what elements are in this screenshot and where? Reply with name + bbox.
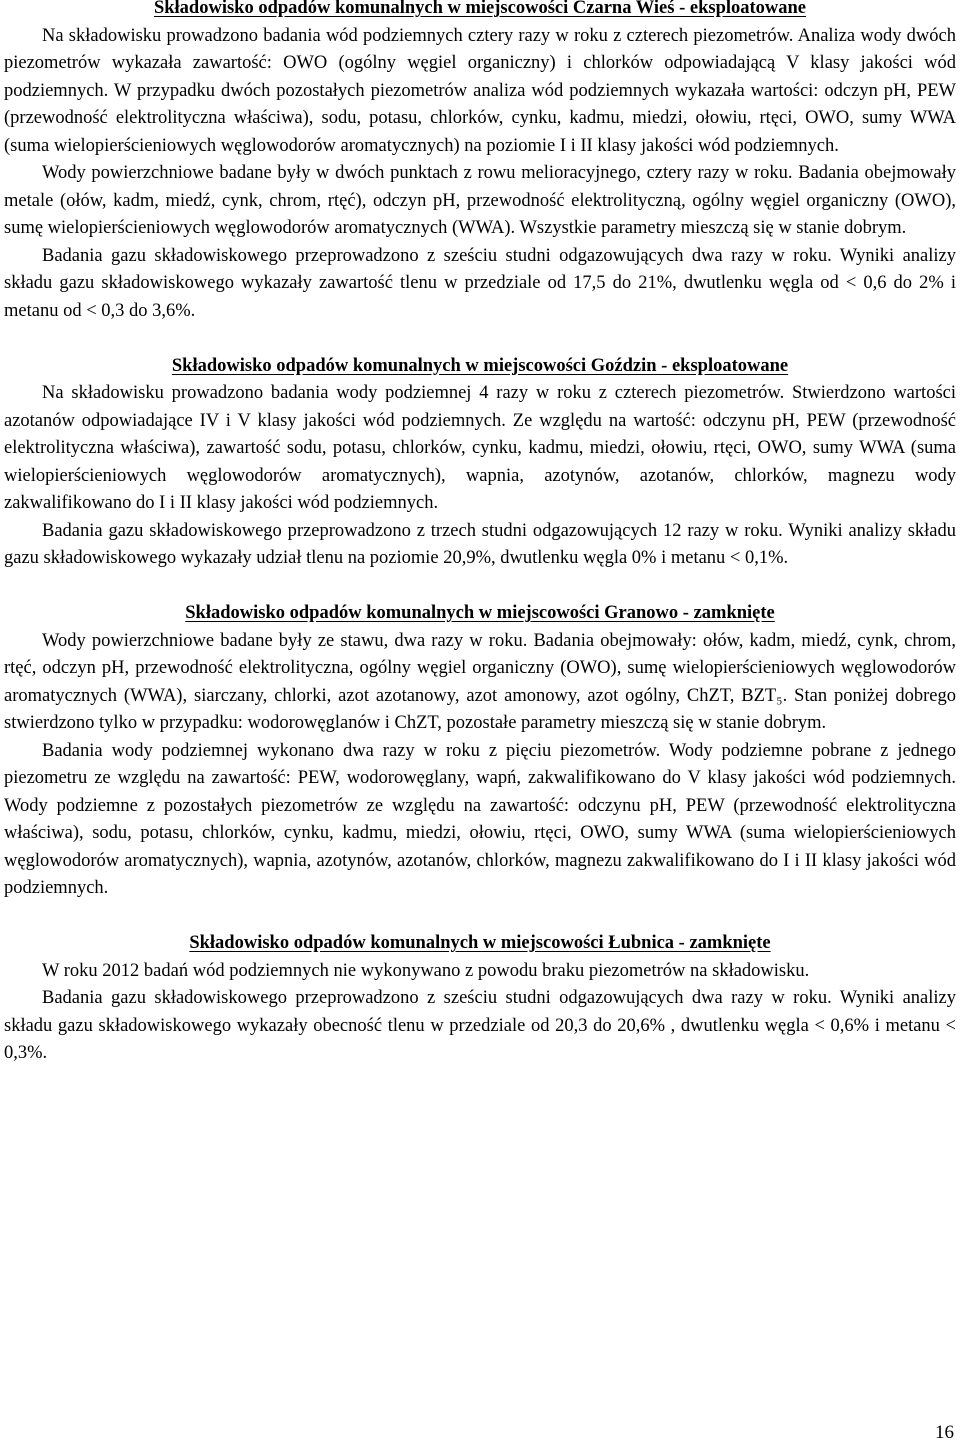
paragraph: Na składowisku prowadzono badania wód podziemnych cztery razy w roku z czterech piezometrów. Analiza wody dwóch piezometrów wykazała zawartość: OWO (ogólny węgiel organiczny) i chlorków odpowiadającą V klasy jakości wód podziemnych. W przypadku dwóch pozostałych piezometrów analiza wód podziemnych wykazała wartości: odczyn pH, PEW (przewodność elektrolityczna właściwa), sodu, potasu, chlorków, cynku, kadmu, miedzi, ołowiu, rtęci, OWO, sumy WWA (suma wielopierścieniowych węglowodorów aromatycznych) na poziomie I i II klasy jakości wód podziemnych.: [4, 25, 956, 156]
section-gap: [4, 325, 956, 353]
section-gap: [4, 903, 956, 931]
section-heading: Składowisko odpadów komunalnych w miejscowości Czarna Wieś - eksploatowane: [153, 0, 807, 18]
paragraph: Badania wody podziemnej wykonano dwa razy w roku z pięciu piezometrów. Wody podziemne pobrane z jednego piezometru ze względu na zawartość: PEW, wodorowęglany, wapń, zakwalifikowano do V klasy jakości wód podziemnych. Wody podziemne z pozostałych piezometrów ze względu na zawartość: odczynu pH, PEW (przewodność elektrolityczna właściwa), sodu, potasu, chlorków, cynku, kadmu, miedzi, ołowiu, rtęci, OWO, sumy WWA (suma wielopierścieniowych węglowodorów aromatycznych), wapnia, azotynów, azotanów, chlorków, magnezu zakwalifikowano do I i II klasy jakości wód podziemnych.: [4, 740, 956, 898]
section-granowo: [4, 600, 956, 903]
section-heading: Składowisko odpadów komunalnych w miejscowości Łubnica - zamknięte: [189, 933, 771, 953]
document-page: [4, 0, 956, 1068]
paragraph: Wody powierzchniowe badane były ze stawu, dwa razy w roku. Badania obejmowały: ołów, kadm, miedź, cynk, chrom, rtęć, odczyn pH, przewodność elektrolityczna, ogólny węgiel organiczny (OWO), sumę wielopierścieniowych węglowodorów aromatycznych (WWA), siarczany, chlorki, azot azotanowy, azot amonowy, azot ogólny, ChZT, BZT₅. Stan poniżej dobrego stwierdzono tylko w przypadku: wodorowęglanów i ChZT, pozostałe parametry mieszczą się w stanie dobrym.: [4, 630, 956, 733]
section-czarna-wies: [4, 0, 956, 325]
section-lubnica: [4, 930, 956, 1068]
paragraph: Badania gazu składowiskowego przeprowadzono z sześciu studni odgazowujących dwa razy w roku. Wyniki analizy składu gazu składowiskowego wykazały obecność tlenu w przedziale od 20,3 do 20,6% , dwutlenku węgla < 0,6% i metanu < 0,3%.: [4, 988, 956, 1063]
section-heading: Składowisko odpadów komunalnych w miejscowości Goździn - eksploatowane: [171, 355, 789, 376]
page-number: 16: [935, 1422, 954, 1443]
paragraph: Badania gazu składowiskowego przeprowadzono z trzech studni odgazowujących 12 razy w roku. Wyniki analizy składu gazu składowiskowego wykazały udział tlenu na poziomie 20,9%, dwutlenku węgla 0% i metanu < 0,1%.: [4, 520, 956, 568]
paragraph: Badania gazu składowiskowego przeprowadzono z sześciu studni odgazowujących dwa razy w roku. Wyniki analizy składu gazu składowiskowego wykazały zawartość tlenu w przedziale od 17,5 do 21%, dwutlenku węgla od < 0,6 do 2% i metanu od < 0,3 do 3,6%.: [4, 245, 956, 321]
paragraph: Wody powierzchniowe badane były w dwóch punktach z rowu melioracyjnego, cztery razy w roku. Badania obejmowały metale (ołów, kadm, miedź, cynk, chrom, rtęć), odczyn pH, przewodność elektrolityczną, ogólny węgiel organiczny (OWO), sumę wielopierścieniowych węglowodorów aromatycznych (WWA). Wszystkie parametry mieszczą się w stanie dobrym.: [4, 163, 956, 238]
paragraph: Na składowisku prowadzono badania wody podziemnej 4 razy w roku z czterech piezometrów. Stwierdzono wartości azotanów odpowiadające IV i V klasy jakości wód podziemnych. Ze względu na wartość: odczynu pH, PEW (przewodność elektrolityczna właściwa), zawartość sodu, potasu, chlorków, cynku, kadmu, miedzi, ołowiu, rtęci, OWO, sumy WWA (suma wielopierścieniowych węglowodorów aromatycznych), wapnia, azotynów, azotanów, chlorków, magnezu wody zakwalifikowano do I i II klasy jakości wód podziemnych.: [4, 383, 956, 513]
section-heading: Składowisko odpadów komunalnych w miejscowości Granowo - zamknięte: [185, 603, 775, 623]
paragraph: W roku 2012 badań wód podziemnych nie wykonywano z powodu braku piezometrów na składowisku.: [42, 960, 810, 981]
section-gap: [4, 573, 956, 601]
section-gozdzin: [4, 353, 956, 573]
